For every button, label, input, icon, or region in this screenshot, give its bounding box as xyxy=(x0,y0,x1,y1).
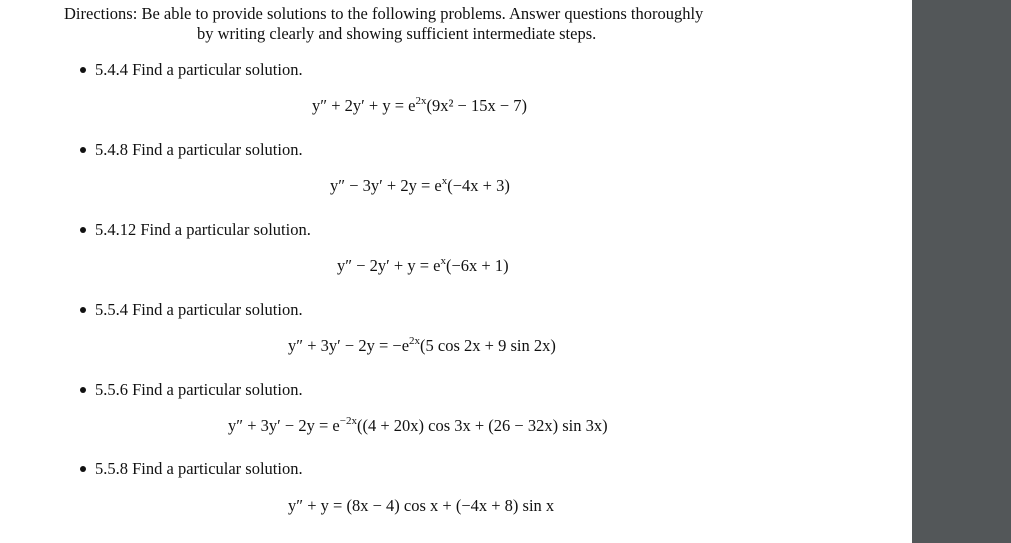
problem-item xyxy=(80,459,303,479)
equation xyxy=(330,176,510,196)
equation-rhs: (−4x + 3) xyxy=(447,176,510,195)
equation-rhs: (9x² − 15x − 7) xyxy=(426,96,528,115)
equation xyxy=(228,416,608,436)
directions-text xyxy=(64,4,824,44)
bullet-icon xyxy=(80,67,86,73)
bullet-icon xyxy=(80,387,86,393)
equation-lhs: y″ − 3y′ + 2y = e xyxy=(330,176,442,195)
directions-line-2: by writing clearly and showing sufficient intermediate steps. xyxy=(197,24,597,43)
problem-item xyxy=(80,140,303,160)
equation xyxy=(288,336,556,356)
problem-item xyxy=(80,220,311,240)
viewer-side-panel xyxy=(912,0,1011,543)
problem-label: 5.4.4 Find a particular solution. xyxy=(95,60,303,79)
equation xyxy=(337,256,509,276)
bullet-icon xyxy=(80,466,86,472)
equation-exponent: x xyxy=(440,255,446,267)
equation-exponent: −2x xyxy=(339,415,357,427)
equation-lhs: y″ + 3y′ − 2y = −e xyxy=(288,336,410,355)
equation-exponent: 2x xyxy=(415,95,427,107)
problem-label: 5.5.8 Find a particular solution. xyxy=(95,459,303,478)
equation-exponent: 2x xyxy=(409,335,421,347)
problem-label: 5.5.6 Find a particular solution. xyxy=(95,380,303,399)
problem-item xyxy=(80,60,303,80)
bullet-icon xyxy=(80,307,86,313)
problem-label: 5.4.12 Find a particular solution. xyxy=(95,220,311,239)
equation xyxy=(312,96,527,116)
equation-rhs: ((4 + 20x) cos 3x + (26 − 32x) sin 3x) xyxy=(356,416,608,435)
problem-item xyxy=(80,380,303,400)
directions-line-1: Directions: Be able to provide solutions to the following problems. Answer questions thoroughly xyxy=(64,4,704,23)
problem-label: 5.4.8 Find a particular solution. xyxy=(95,140,303,159)
equation-rhs: (5 cos 2x + 9 sin 2x) xyxy=(420,336,556,355)
problem-label: 5.5.4 Find a particular solution. xyxy=(95,300,303,319)
equation-lhs: y″ + y = (8x − 4) cos x + (−4x + 8) sin x xyxy=(288,496,555,515)
equation-rhs: (−6x + 1) xyxy=(445,256,509,275)
bullet-icon xyxy=(80,147,86,153)
equation-lhs: y″ − 2y′ + y = e xyxy=(337,256,441,275)
equation-lhs: y″ + 2y′ + y = e xyxy=(312,96,416,115)
equation-lhs: y″ + 3y′ − 2y = e xyxy=(228,416,340,435)
equation-exponent: x xyxy=(441,175,448,187)
equation xyxy=(288,496,554,516)
problem-item xyxy=(80,300,303,320)
bullet-icon xyxy=(80,227,86,233)
